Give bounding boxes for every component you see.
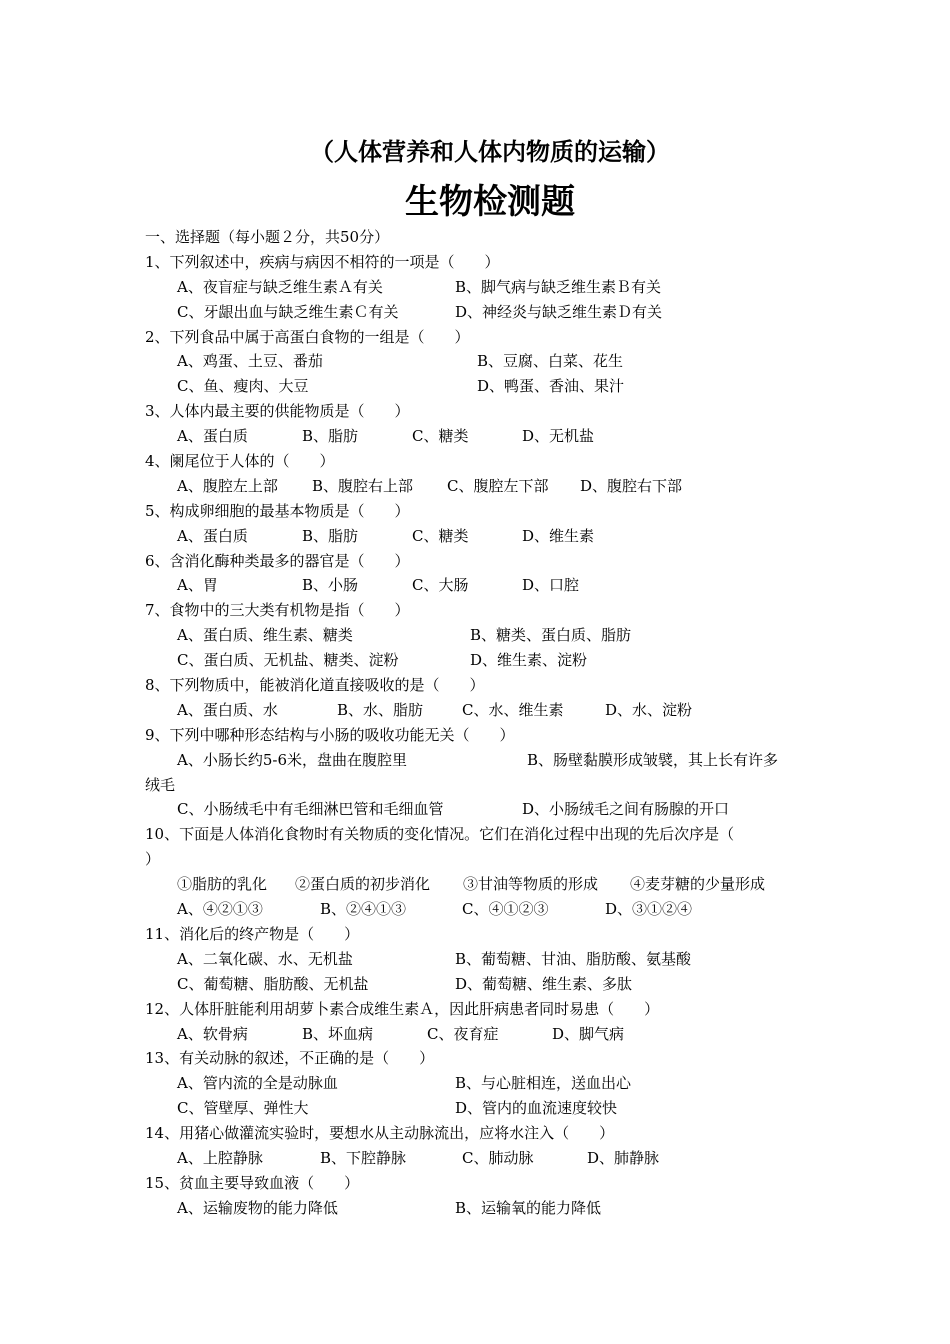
question-stem: 3、人体内最主要的供能物质是（ ） — [145, 402, 410, 421]
option-text: A、管内流的全是动脉血 — [177, 1074, 338, 1093]
option-row — [145, 573, 810, 598]
question-stem: 10、下面是人体消化食物时有关物质的变化情况。它们在消化过程中出现的先后次序是（ — [145, 825, 735, 844]
option-text: D、维生素、淀粉 — [470, 651, 588, 670]
option-text: D、管内的血流速度较快 — [455, 1099, 618, 1118]
option-row — [145, 698, 810, 723]
option-text: B、脚气病与缺乏维生素Ｂ有关 — [455, 277, 662, 296]
option-text: A、小肠长约5-6米，盘曲在腹腔里 — [177, 750, 407, 769]
option-text: D、神经炎与缺乏维生素Ｄ有关 — [455, 302, 663, 321]
option-text: A、蛋白质 — [177, 526, 248, 545]
question-stem: 8、下列物质中，能被消化道直接吸收的是（ ） — [145, 676, 485, 695]
option-text: B、小肠 — [302, 576, 359, 595]
option-text: D、腹腔右下部 — [580, 476, 683, 495]
exam-subtitle: （人体营养和人体内物质的运输） — [310, 138, 670, 166]
option-text: D、无机盐 — [522, 427, 595, 446]
option-text: B、腹腔右上部 — [312, 476, 414, 495]
option-row — [145, 474, 810, 499]
option-text: A、蛋白质、维生素、糖类 — [177, 626, 353, 645]
option-row — [145, 275, 810, 300]
option-text: C、④①②③ — [462, 900, 549, 919]
question-stem: 2、下列食品中属于高蛋白食物的一组是（ ） — [145, 327, 470, 346]
question-stem: 13、有关动脉的叙述，不正确的是（ ） — [145, 1049, 435, 1068]
option-row — [145, 1146, 810, 1171]
option-text-wrapped: 绒毛 — [145, 775, 176, 794]
option-text: B、坏血病 — [302, 1024, 374, 1043]
option-text: B、葡萄糖、甘油、脂肪酸、氨基酸 — [455, 949, 692, 968]
option-row — [145, 424, 810, 449]
question-stem-continued: ） — [145, 850, 161, 869]
option-row — [145, 374, 810, 399]
option-row — [145, 524, 810, 549]
option-text: B、②④①③ — [320, 900, 407, 919]
option-text: D、脚气病 — [552, 1024, 625, 1043]
option-row — [145, 872, 810, 897]
option-text: B、下腔静脉 — [320, 1148, 407, 1167]
option-row — [145, 797, 810, 822]
option-text: ②蛋白质的初步消化 — [295, 875, 431, 894]
option-text: B、脂肪 — [302, 427, 359, 446]
option-text: B、糖类、蛋白质、脂肪 — [470, 626, 632, 645]
option-text: C、肺动脉 — [462, 1148, 534, 1167]
question-stem: 9、下列中哪种形态结构与小肠的吸收功能无关（ ） — [145, 725, 515, 744]
option-row — [145, 623, 810, 648]
question-stem: 1、下列叙述中，疾病与病因不相符的一项是（ ） — [145, 252, 500, 271]
option-text: A、胃 — [177, 576, 218, 595]
option-text: A、二氧化碳、水、无机盐 — [177, 949, 353, 968]
option-text: D、口腔 — [522, 576, 580, 595]
option-text: ④麦芽糖的少量形成 — [630, 875, 766, 894]
option-text: B、豆腐、白菜、花生 — [477, 352, 624, 371]
option-text: A、④②①③ — [177, 900, 263, 919]
option-row — [145, 1196, 810, 1221]
question-stem: 14、用猪心做灌流实验时，要想水从主动脉流出，应将水注入（ ） — [145, 1124, 615, 1143]
option-text: C、大肠 — [412, 576, 469, 595]
question-stem: 15、贫血主要导致血液（ ） — [145, 1173, 360, 1192]
option-text: C、小肠绒毛中有毛细淋巴管和毛细血管 — [177, 800, 444, 819]
option-text: A、运输废物的能力降低 — [177, 1198, 338, 1217]
question-stem: 11、消化后的终产物是（ ） — [145, 924, 360, 943]
option-text: A、蛋白质 — [177, 427, 248, 446]
option-text: B、水、脂肪 — [337, 700, 424, 719]
option-text: D、肺静脉 — [587, 1148, 660, 1167]
option-text: D、鸭蛋、香油、果汁 — [477, 377, 625, 396]
option-text: A、上腔静脉 — [177, 1148, 263, 1167]
option-text: D、③①②④ — [605, 900, 693, 919]
option-text: C、牙龈出血与缺乏维生素Ｃ有关 — [177, 302, 399, 321]
option-text: A、蛋白质、水 — [177, 700, 278, 719]
option-row — [145, 1022, 810, 1047]
option-text: C、鱼、瘦肉、大豆 — [177, 377, 309, 396]
option-text: ③甘油等物质的形成 — [463, 875, 599, 894]
option-row — [145, 349, 810, 374]
question-stem: 6、含消化酶种类最多的器官是（ ） — [145, 551, 410, 570]
option-row — [145, 947, 810, 972]
question-stem: 5、构成卵细胞的最基本物质是（ ） — [145, 501, 410, 520]
option-text: B、与心脏相连，送血出心 — [455, 1074, 632, 1093]
option-text: C、糖类 — [412, 427, 469, 446]
option-row — [145, 648, 810, 673]
option-text: D、小肠绒毛之间有肠腺的开口 — [522, 800, 730, 819]
option-row — [145, 1096, 810, 1121]
exam-title: 生物检测题 — [405, 182, 575, 222]
question-stem: 12、人体肝脏能利用胡萝卜素合成维生素Ａ，因此肝病患者同时易患（ ） — [145, 999, 660, 1018]
option-text: A、鸡蛋、土豆、番茄 — [177, 352, 323, 371]
option-row — [145, 897, 810, 922]
option-text: A、软骨病 — [177, 1024, 248, 1043]
option-text: D、水、淀粉 — [605, 700, 693, 719]
option-row — [145, 972, 810, 997]
option-text: D、维生素 — [522, 526, 595, 545]
option-text: ①脂肪的乳化 — [177, 875, 268, 894]
option-text: B、运输氧的能力降低 — [455, 1198, 602, 1217]
option-text: A、腹腔左上部 — [177, 476, 278, 495]
option-row — [145, 1071, 810, 1096]
option-row — [145, 748, 810, 773]
question-stem: 4、阑尾位于人体的（ ） — [145, 452, 335, 471]
option-text: A、夜盲症与缺乏维生素Ａ有关 — [177, 277, 383, 296]
option-text: B、脂肪 — [302, 526, 359, 545]
section-heading: 一、选择题（每小题２分，共50分） — [145, 228, 390, 246]
option-text: C、腹腔左下部 — [447, 476, 549, 495]
option-text: D、葡萄糖、维生素、多肽 — [455, 974, 633, 993]
option-text: C、夜育症 — [427, 1024, 499, 1043]
question-list — [145, 225, 810, 1221]
option-row — [145, 300, 810, 325]
option-text: B、肠壁黏膜形成皱襞，其上长有许多 — [527, 750, 779, 769]
option-text: C、葡萄糖、脂肪酸、无机盐 — [177, 974, 369, 993]
option-text: C、糖类 — [412, 526, 469, 545]
option-text: C、蛋白质、无机盐、糖类、淀粉 — [177, 651, 399, 670]
option-text: C、管壁厚、弹性大 — [177, 1099, 309, 1118]
question-stem: 7、食物中的三大类有机物是指（ ） — [145, 601, 410, 620]
option-text: C、水、维生素 — [462, 700, 564, 719]
